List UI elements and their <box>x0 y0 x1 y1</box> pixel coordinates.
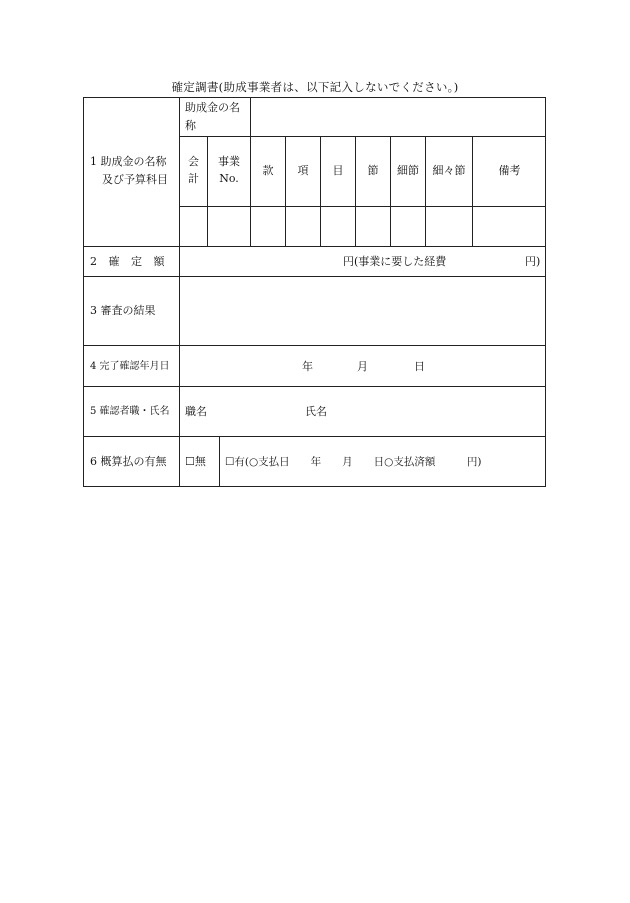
setsu-value[interactable] <box>356 207 390 246</box>
confirmer-post-label: 職名 <box>185 405 207 418</box>
review-result-field[interactable] <box>180 277 546 345</box>
page-title: 確定調書(助成事業者は、以下記入しないでください。) <box>171 80 459 94</box>
row-divider <box>84 345 546 346</box>
row5-label: 5 確認者職・氏名 <box>90 406 170 417</box>
row-divider <box>84 386 546 387</box>
grant-name-header-2 <box>185 119 196 133</box>
kan-value[interactable] <box>251 207 285 246</box>
moku-value[interactable] <box>321 207 355 246</box>
row2-label: 2 確 定 額 <box>90 255 165 268</box>
confirmer-name-label: 氏名 <box>305 405 327 418</box>
row6-label: 6 概算払の有無 <box>90 455 167 468</box>
col-jigyo-no <box>208 153 250 187</box>
completion-day-label: 日 <box>414 360 425 373</box>
saisetsu-value[interactable] <box>391 207 425 246</box>
col-kaikei-line2: 計 <box>188 172 199 185</box>
row4-label: 4 完了確認年月日 <box>90 361 170 372</box>
grant-name-header-line1: 助成金の名 <box>185 101 240 114</box>
col-kaikei-line1: 会 <box>188 155 199 168</box>
row3-label: 3 審査の結果 <box>90 304 156 317</box>
grant-name-header <box>185 101 240 115</box>
confirmation-form-table <box>83 97 546 487</box>
col-saisetsu: 細節 <box>397 164 419 177</box>
col-biko: 備考 <box>498 164 521 177</box>
col-jigyo-line1: 事業 <box>218 155 240 168</box>
row1-label-2 <box>102 173 168 187</box>
jigyo-no-value[interactable] <box>208 207 250 246</box>
kou-value[interactable] <box>286 207 320 246</box>
confirmed-amount-field[interactable] <box>180 247 340 276</box>
grant-name-field[interactable] <box>251 99 545 135</box>
advance-none-checkbox[interactable]: ☐無 <box>185 455 206 468</box>
confirmed-amount-text: 円(事業に要した経費 <box>343 255 447 268</box>
saisaisetsu-value[interactable] <box>426 207 472 246</box>
completion-year-label: 年 <box>302 360 313 373</box>
col-setsu: 節 <box>367 164 379 177</box>
row-divider <box>84 436 546 437</box>
confirmed-amount-close: 円) <box>525 255 541 268</box>
row1-label <box>90 155 167 169</box>
col-kaikei <box>180 153 207 187</box>
biko-value[interactable] <box>473 207 546 246</box>
col-saisaisetsu: 細々節 <box>432 164 466 177</box>
completion-month-label: 月 <box>357 360 368 373</box>
column-divider <box>219 436 220 486</box>
col-kou: 項 <box>297 164 309 177</box>
row-divider <box>179 136 546 137</box>
row1-label-line1: 1 助成金の名称 <box>90 155 167 168</box>
col-kan: 款 <box>262 164 274 177</box>
col-moku: 目 <box>332 164 344 177</box>
grant-name-header-line2: 称 <box>185 119 196 132</box>
row1-label-line2: 及び予算科目 <box>102 173 168 186</box>
kaikei-value[interactable] <box>180 207 207 246</box>
col-jigyo-line2: No. <box>219 172 239 185</box>
advance-exists-checkbox[interactable]: ☐有(○支払日 年 月 日○支払済額 円) <box>225 456 482 468</box>
